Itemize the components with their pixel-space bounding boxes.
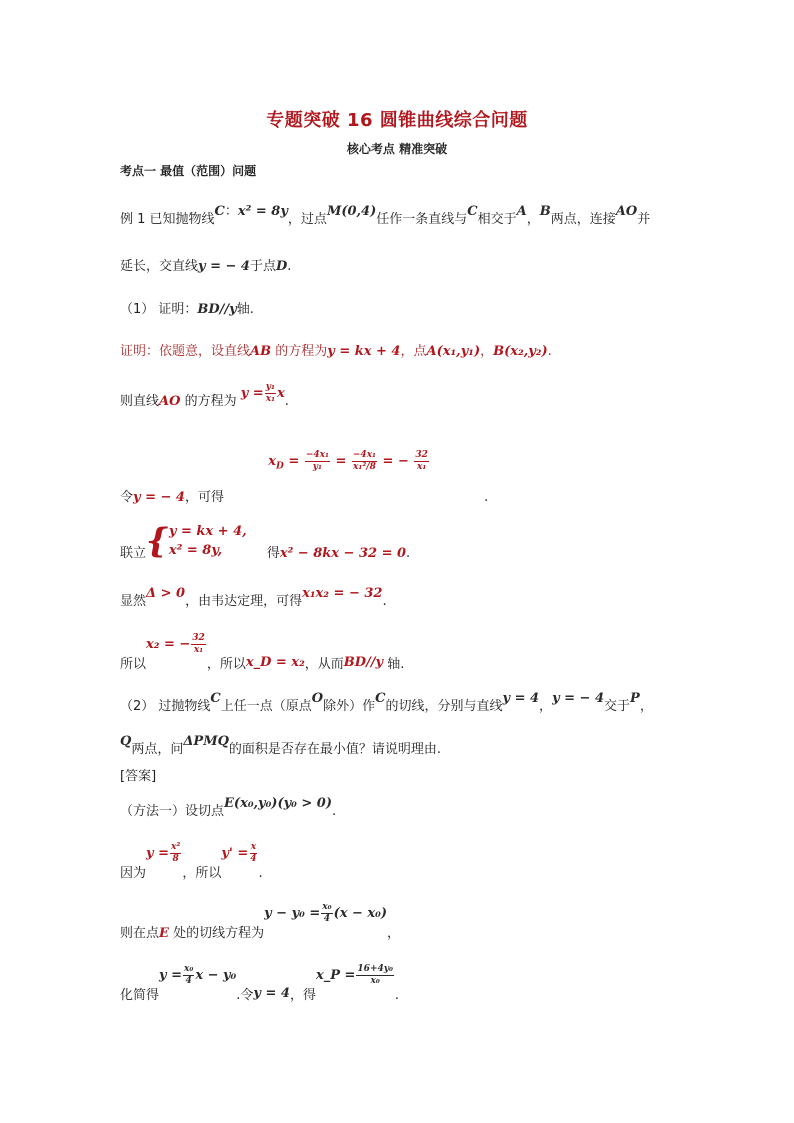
- text: 得: [266, 545, 280, 561]
- text: ，由韦达定理，可得: [185, 594, 303, 609]
- text: 则在点: [120, 926, 160, 941]
- text: 例 1 已知抛物线: [120, 212, 215, 227]
- math: y =: [240, 386, 264, 401]
- text: 并: [637, 212, 651, 227]
- fraction: [170, 842, 181, 865]
- numerator: 32: [192, 633, 205, 643]
- text: 交于: [604, 699, 631, 714]
- text: 两点，问: [131, 742, 184, 757]
- text: ，得: [289, 988, 316, 1003]
- example-line-2: [120, 255, 291, 274]
- text: .: [284, 394, 289, 409]
- math: D: [276, 259, 288, 274]
- denominator: 4: [250, 854, 257, 864]
- math: x_P =: [315, 968, 356, 983]
- math: AO: [159, 394, 181, 409]
- math: A(x₁,y₁): [426, 344, 481, 359]
- text: ：: [224, 204, 238, 219]
- math: x₁x₂ = − 32: [302, 586, 383, 601]
- math: M(0,4): [326, 204, 377, 219]
- method-line-4: [120, 964, 400, 1003]
- text: .: [382, 594, 387, 609]
- equation-system: [146, 522, 247, 560]
- text: （1） 证明：: [120, 302, 198, 317]
- denominator: x₁: [417, 462, 427, 472]
- text: 除外）作: [323, 699, 376, 714]
- document-title: 专题突破 16 圆锥曲线综合问题: [266, 110, 528, 131]
- proof-line-5: [120, 586, 387, 609]
- math: C: [467, 204, 478, 219]
- fraction: [265, 382, 276, 405]
- method-line-1: [120, 796, 337, 819]
- math: E: [159, 926, 169, 941]
- math: y = − 4: [133, 490, 185, 505]
- numerator: 16+4y₀: [357, 964, 393, 974]
- math: A: [516, 204, 527, 219]
- math: x² = 8y: [237, 204, 288, 219]
- numerator: x₀: [322, 902, 332, 912]
- denominator: x₁: [265, 394, 276, 404]
- math: P: [630, 691, 640, 706]
- text: ，点: [400, 344, 427, 359]
- question-2-line-1: [120, 691, 653, 714]
- math: BD//y: [343, 655, 384, 670]
- document-subtitle: 核心考点 精准突破: [346, 142, 448, 156]
- math: x − y₀: [195, 968, 237, 983]
- text: .: [331, 804, 337, 819]
- math: Q: [120, 734, 132, 749]
- fraction: [249, 842, 257, 865]
- denominator: 4: [185, 976, 192, 986]
- text: .: [394, 988, 400, 1003]
- text: 处的切线方程为: [168, 926, 265, 941]
- math: y = 4: [502, 691, 540, 706]
- fraction: [183, 964, 194, 987]
- proof-line-2: [120, 382, 289, 413]
- math: x_D = x₂: [245, 655, 305, 670]
- denominator: 4: [323, 914, 331, 924]
- math: = −: [378, 454, 414, 469]
- math: y = kx + 4: [327, 344, 401, 359]
- math: O: [311, 691, 324, 706]
- math: C: [214, 204, 225, 219]
- numerator: y₁: [265, 382, 275, 392]
- math: B(x₂,y₂): [493, 344, 548, 359]
- math: ΔPMQ: [183, 734, 229, 749]
- text: .: [547, 344, 552, 359]
- fraction: [191, 633, 206, 656]
- math: (x − x₀): [333, 906, 388, 921]
- text: ，: [526, 212, 540, 227]
- text: 两点，连接: [550, 212, 616, 227]
- text: 延长，交直线: [120, 259, 199, 274]
- math: y = − 4: [198, 259, 250, 274]
- denominator: x₁²/8: [353, 462, 376, 472]
- math: C: [375, 691, 386, 706]
- text: 上任一点（原点: [220, 699, 312, 714]
- text: 联立: [120, 545, 147, 561]
- text: 的切线，分别与直线: [385, 699, 503, 714]
- text: ，可得: [184, 490, 224, 505]
- method-line-3: [120, 902, 401, 941]
- proof-line-4: [120, 522, 410, 560]
- brace-icon: {: [146, 521, 168, 561]
- example-line-1: [120, 204, 651, 227]
- text: ，所以: [182, 866, 222, 881]
- text: 因为: [120, 866, 147, 881]
- math: C: [210, 691, 221, 706]
- text: 相交于: [477, 212, 517, 227]
- math: y − y₀ =: [264, 906, 321, 921]
- text: .: [258, 866, 263, 881]
- section-heading: 考点一 最值（范围）问题: [120, 164, 257, 178]
- question-1: [120, 298, 254, 317]
- text: 于点: [249, 259, 276, 274]
- question-2-line-2: [120, 734, 442, 757]
- math: AB: [250, 344, 272, 359]
- text: .: [406, 545, 411, 561]
- math: x: [268, 454, 277, 469]
- fraction: [321, 902, 332, 925]
- math: =: [283, 454, 304, 469]
- text: 化简得: [120, 988, 160, 1003]
- fraction: [356, 964, 394, 987]
- text: 任作一条直线与: [376, 212, 468, 227]
- numerator: x²: [171, 842, 181, 852]
- text: ，过点: [287, 212, 327, 227]
- fraction: [414, 450, 429, 473]
- proof-line-3: [120, 450, 489, 505]
- math: B: [539, 204, 551, 219]
- math: y =: [159, 968, 182, 983]
- denominator: x₀: [370, 976, 380, 986]
- math: E(x₀,y₀)(y₀ > 0): [224, 796, 332, 811]
- text: 显然: [120, 594, 147, 609]
- system-line-1: y = kx + 4,: [168, 524, 247, 539]
- answer-label: [答案]: [120, 769, 157, 784]
- system-line-2: x² = 8y,: [168, 543, 223, 558]
- method-line-2: [120, 842, 263, 881]
- math: AO: [615, 204, 638, 219]
- text: .令: [236, 988, 254, 1003]
- text: ，: [387, 926, 401, 941]
- fraction: [352, 450, 377, 473]
- math: y' =: [221, 846, 249, 861]
- text: 证明：依题意，设直线: [120, 344, 251, 359]
- math: y =: [146, 846, 169, 861]
- text: 的方程为: [271, 344, 328, 359]
- text: 令: [120, 490, 134, 505]
- numerator: x: [250, 842, 257, 852]
- text: .: [287, 259, 292, 274]
- proof-line-6: [120, 633, 405, 672]
- text: 则直线: [120, 394, 160, 409]
- proof-line-1: [120, 340, 552, 359]
- math: y = − 4: [552, 691, 605, 706]
- math: BD//y: [197, 302, 237, 317]
- denominator: y₁: [312, 462, 322, 472]
- text: 所以: [120, 657, 147, 672]
- math: x₂ = −: [146, 637, 191, 652]
- text: ，所以: [206, 657, 246, 672]
- numerator: −4x₁: [305, 450, 329, 460]
- text: .: [484, 490, 489, 505]
- text: 轴.: [236, 302, 254, 317]
- denominator: 8: [172, 854, 179, 864]
- text: 的面积是否存在最小值？请说明理由.: [228, 742, 442, 757]
- text: ，从而: [304, 657, 344, 672]
- math: Δ > 0: [146, 586, 186, 601]
- text: 轴.: [383, 657, 405, 672]
- math: x² − 8kx − 32 = 0: [279, 545, 407, 561]
- math: y = 4: [253, 986, 290, 1001]
- text: ，: [539, 699, 553, 714]
- subscript: D: [276, 461, 284, 472]
- fraction: [305, 450, 330, 473]
- numerator: 32: [415, 450, 428, 460]
- numerator: −4x₁: [352, 450, 377, 460]
- numerator: x₀: [184, 964, 194, 974]
- text: （方法一）设切点: [120, 804, 225, 819]
- denominator: x₁: [193, 645, 204, 655]
- math: =: [330, 454, 351, 469]
- text: ，: [480, 344, 494, 359]
- text: ，: [639, 699, 653, 714]
- text: （2） 过抛物线: [120, 699, 211, 714]
- math: x: [277, 386, 285, 401]
- text: 的方程为: [180, 394, 237, 409]
